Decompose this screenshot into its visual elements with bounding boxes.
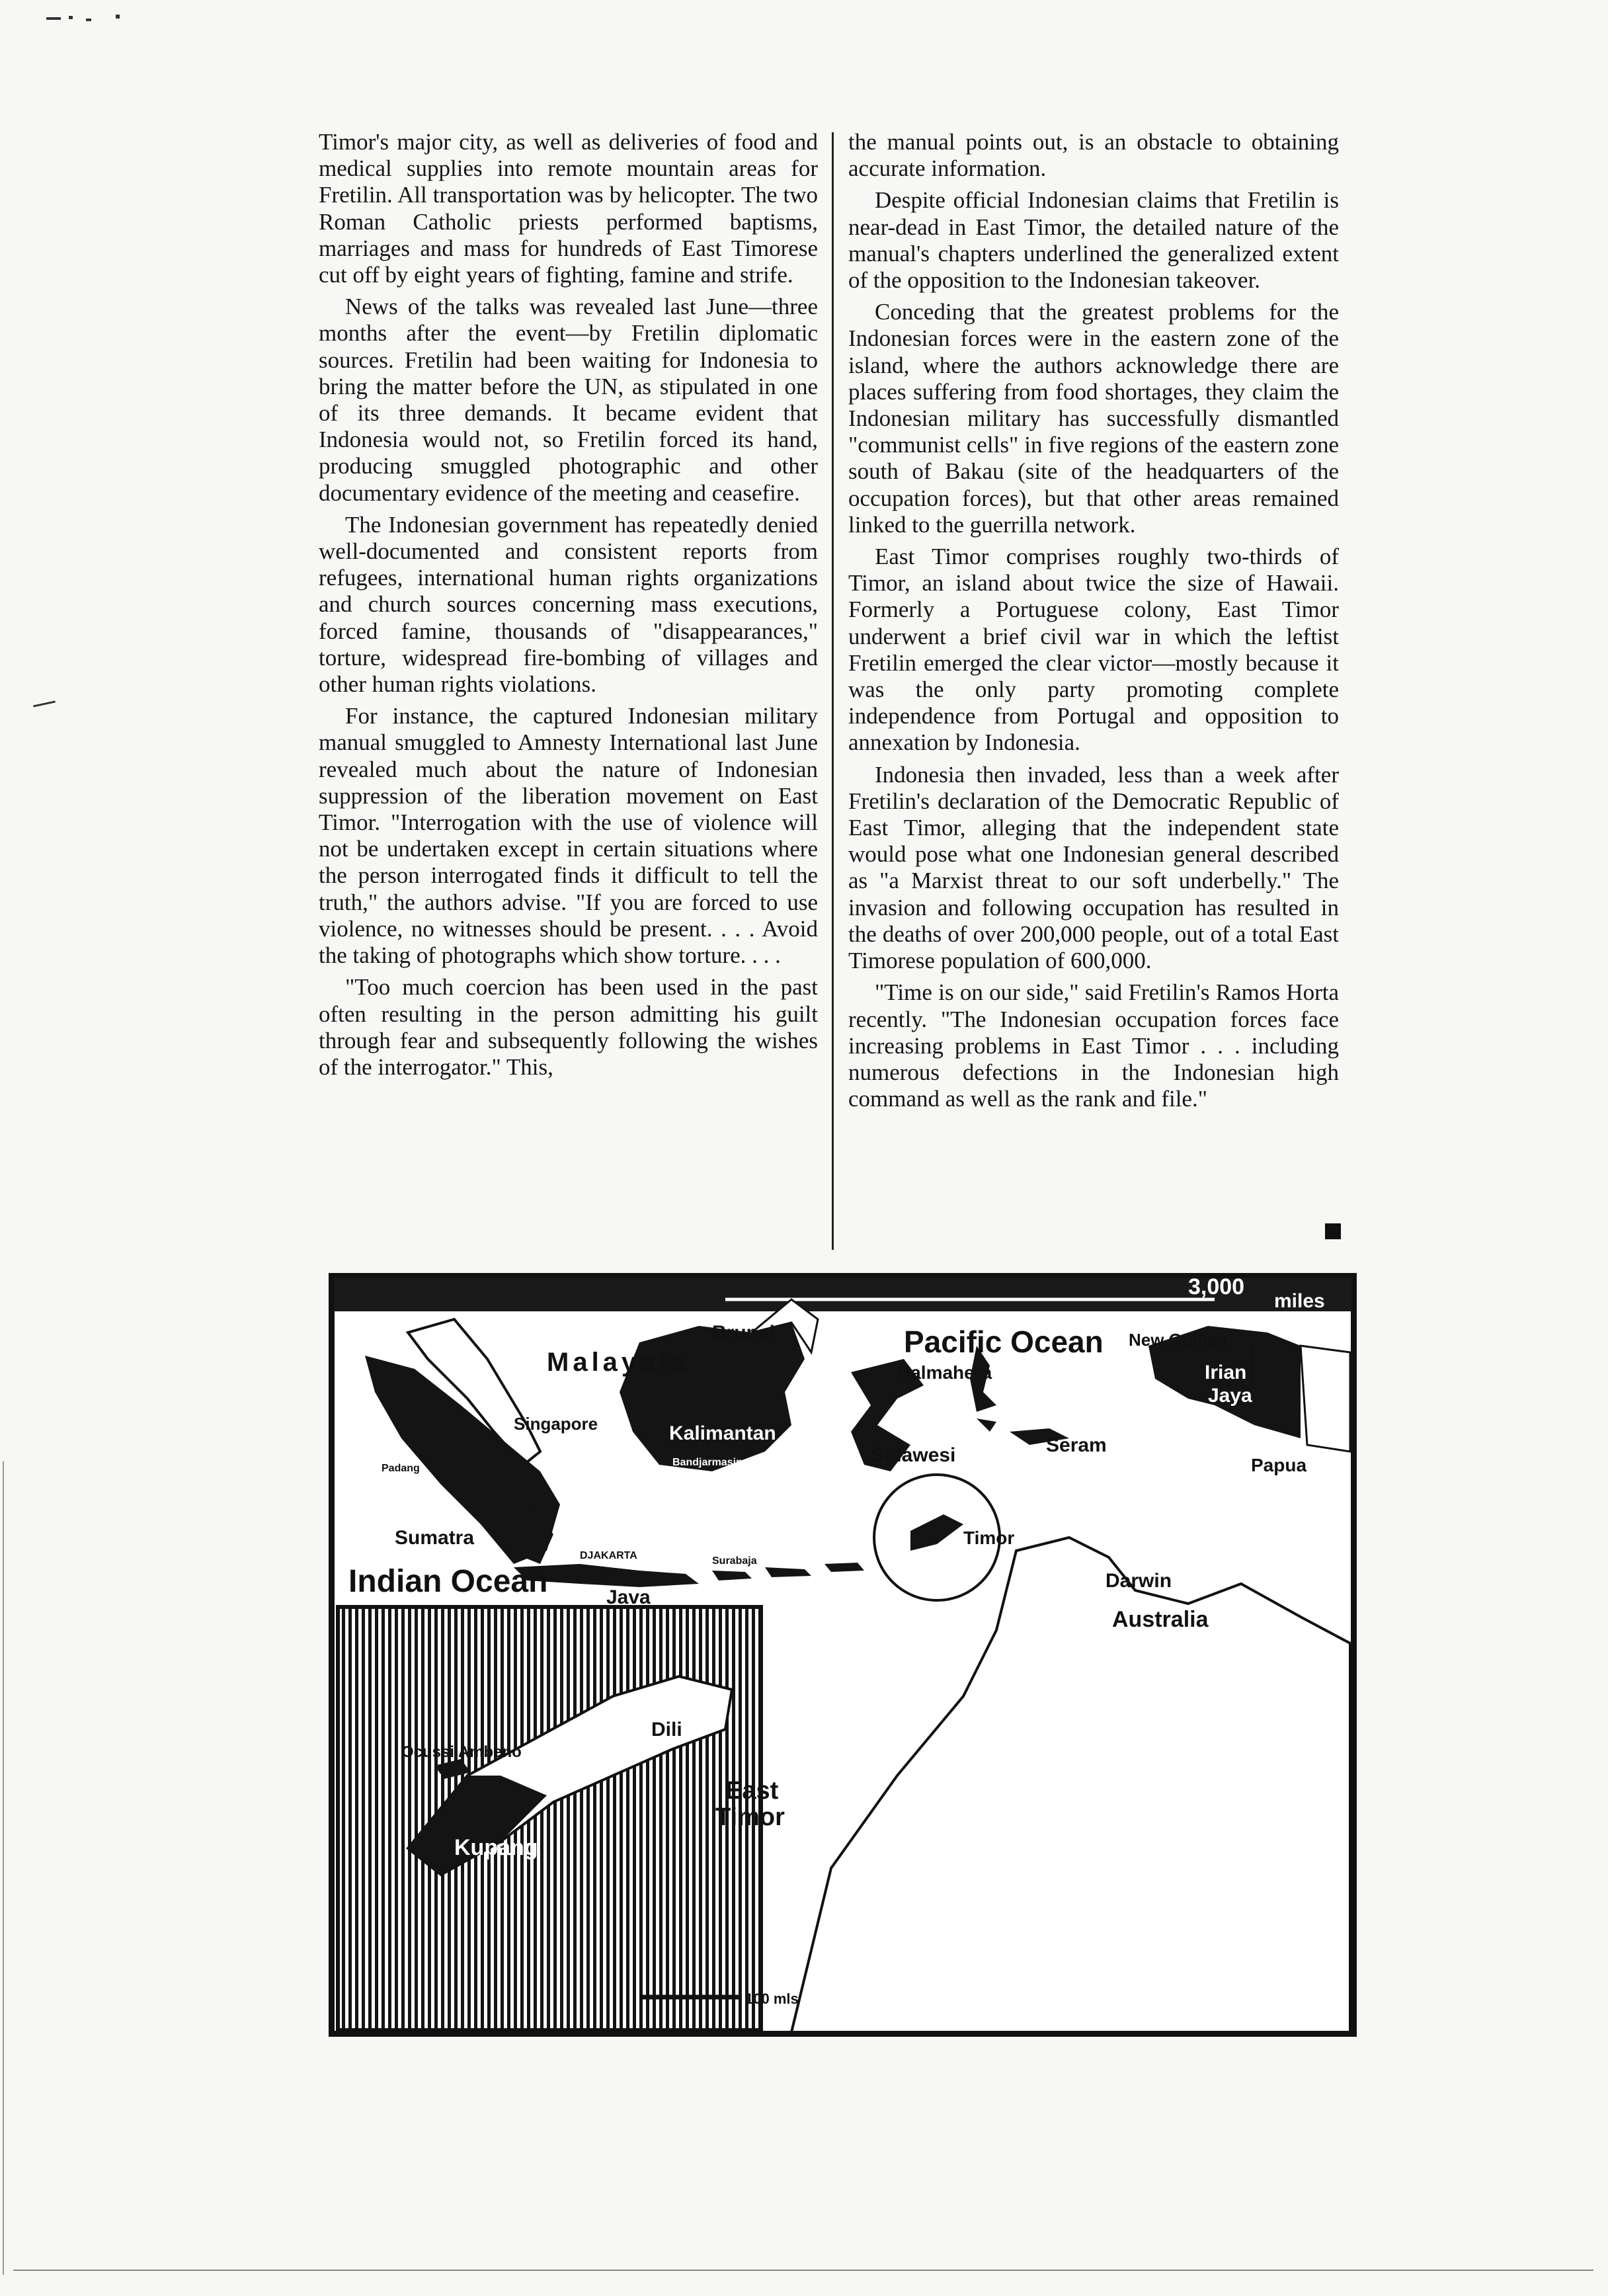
scale-unit: miles: [1274, 1290, 1325, 1312]
paragraph: The Indonesian government has repeatedly denied well-documented and consistent reports from refugees, international human rights organizations and church sources concerning mass executions, forced famine, thousands of "disappearances," torture, widespread fire-bombing of villages and other human rights violations.: [319, 511, 818, 698]
left-edge-line: [3, 1461, 4, 2275]
article-column-right: [848, 129, 1339, 1112]
label-indian-ocean: Indian Ocean: [348, 1564, 548, 1599]
flores: [824, 1563, 864, 1572]
paragraph: East Timor comprises roughly two-thirds of Timor, an island about twice the size of Hawaii. Formerly a Portuguese colony, East Timor underwent a brief civil war in which the leftist Fretilin emerged the clear victor—mostly because it was the only party promoting complete independence from Portugal and opposition to annexation by Indonesia.: [848, 544, 1339, 756]
label-new-guinea: New Guinea: [1129, 1330, 1227, 1350]
label-singapore: Singapore: [514, 1414, 598, 1434]
scale-value: 3,000: [1188, 1274, 1245, 1299]
label-surabaja: Surabaja: [712, 1555, 757, 1567]
paragraph: Despite official Indonesian claims that Fretilin is near-dead in East Timor, the detailed nature of the manual's chapters underlined the generalized extent of the opposition to the Indonesian takeover.: [848, 187, 1339, 294]
paragraph: Conceding that the greatest problems for the Indonesian forces were in the eastern zone of the island, where the authors acknowledge there are places suffering from food shortages, they claim the Indonesian military has successfully dismantled "communist cells" in five regions of the eastern zone south of Bakau (site of the headquarters of the occupation forces), but that other areas remained linked to the guerrilla network.: [848, 299, 1339, 538]
bottom-rule: [13, 2270, 1593, 2271]
label-seram: Seram: [1046, 1434, 1107, 1456]
label-malaysia: Malaysia: [547, 1348, 689, 1377]
label-ocussi-ambeno: Ocussi Ambeno: [401, 1743, 522, 1761]
scan-mark: [46, 17, 61, 20]
label-java: Java: [606, 1586, 651, 1608]
label-palembang: Palembang: [553, 1526, 610, 1537]
label-sulawesi: Sulawesi: [871, 1444, 956, 1466]
article-column-left: [319, 129, 818, 1081]
label-australia: Australia: [1112, 1607, 1209, 1632]
label-banjarmasin: Bandjarmasin: [672, 1457, 743, 1468]
label-djakarta: DJAKARTA: [580, 1550, 637, 1561]
end-of-article-mark: [1325, 1223, 1341, 1239]
indonesia-map: [329, 1273, 1357, 2037]
paragraph: Indonesia then invaded, less than a week after Fretilin's declaration of the Democratic Republic of East Timor, alleging that the independent state would pose what one Indonesian general described as "a Marxist threat to our soft underbelly." The invasion and following occupation has resulted in the deaths of over 200,000 people, out of a total East Timorese population of 600,000.: [848, 761, 1339, 974]
margin-mark: [33, 700, 56, 707]
label-brunei: Brunei: [712, 1322, 776, 1344]
label-inset-scale: 100 mls: [745, 1990, 799, 2007]
label-east: East: [725, 1777, 779, 1805]
label-sumatra: Sumatra: [395, 1527, 475, 1549]
label-timor: Timor: [963, 1528, 1015, 1548]
scan-mark: [86, 19, 91, 21]
label-irian: Irian: [1205, 1362, 1247, 1383]
label-pacific-ocean: Pacific Ocean: [904, 1325, 1104, 1359]
paragraph: Timor's major city, as well as deliveries of food and medical supplies into remote mountain areas for Fretilin. All transportation was by helicopter. The two Roman Catholic priests performed baptisms, marriages and mass for hundreds of East Timorese cut off by eight years of fighting, famine and strife.: [319, 129, 818, 288]
paragraph: "Time is on our side," said Fretilin's Ramos Horta recently. "The Indonesian occupation forces face increasing problems in East Timor . . . including numerous defections in the Indonesian high command as well as the rank and file.": [848, 979, 1339, 1112]
scan-mark: [69, 16, 73, 19]
scan-mark: [116, 15, 120, 19]
paragraph: News of the talks was revealed last June—three months after the event—by Fretilin diplomatic sources. Fretilin had been waiting for Indonesia to bring the matter before the UN, as stipulated in one of its three demands. It became evident that Indonesia would not, so Fretilin forced its hand, producing smuggled photographic and other documentary evidence of the meeting and ceasefire.: [319, 294, 818, 506]
label-darwin: Darwin: [1106, 1570, 1172, 1592]
east-timor-inset: [338, 1607, 761, 2030]
label-kalimantan: Kalimantan: [669, 1422, 776, 1444]
paragraph: For instance, the captured Indonesian military manual smuggled to Amnesty International last June revealed much about the nature of Indonesian suppression of the liberation movement on East Timor. "Interrogation with the use of violence will not be undertaken except in certain situations where the person interrogated finds it difficult to tell the truth," the authors advise. "If you are forced to use violence, no witnesses should be present. . . . Avoid the taking of photographs which show torture. . . .: [319, 703, 818, 969]
label-dili: Dili: [651, 1719, 682, 1741]
label-halmahera: Halmahera: [897, 1362, 992, 1383]
column-divider: [832, 132, 834, 1250]
label-kupang: Kupang: [454, 1835, 538, 1860]
label-timor-inset: Timor: [715, 1803, 785, 1831]
paragraph: the manual points out, is an obstacle to obtaining accurate information.: [848, 129, 1339, 182]
paragraph: "Too much coercion has been used in the past often resulting in the person admitting his guilt through fear and subsequently following the wishes of the interrogator." This,: [319, 974, 818, 1080]
label-padang: Padang: [382, 1463, 420, 1474]
label-jaya: Jaya: [1208, 1385, 1252, 1407]
label-papua: Papua: [1251, 1455, 1307, 1475]
papua-new-guinea: [1301, 1346, 1350, 1452]
